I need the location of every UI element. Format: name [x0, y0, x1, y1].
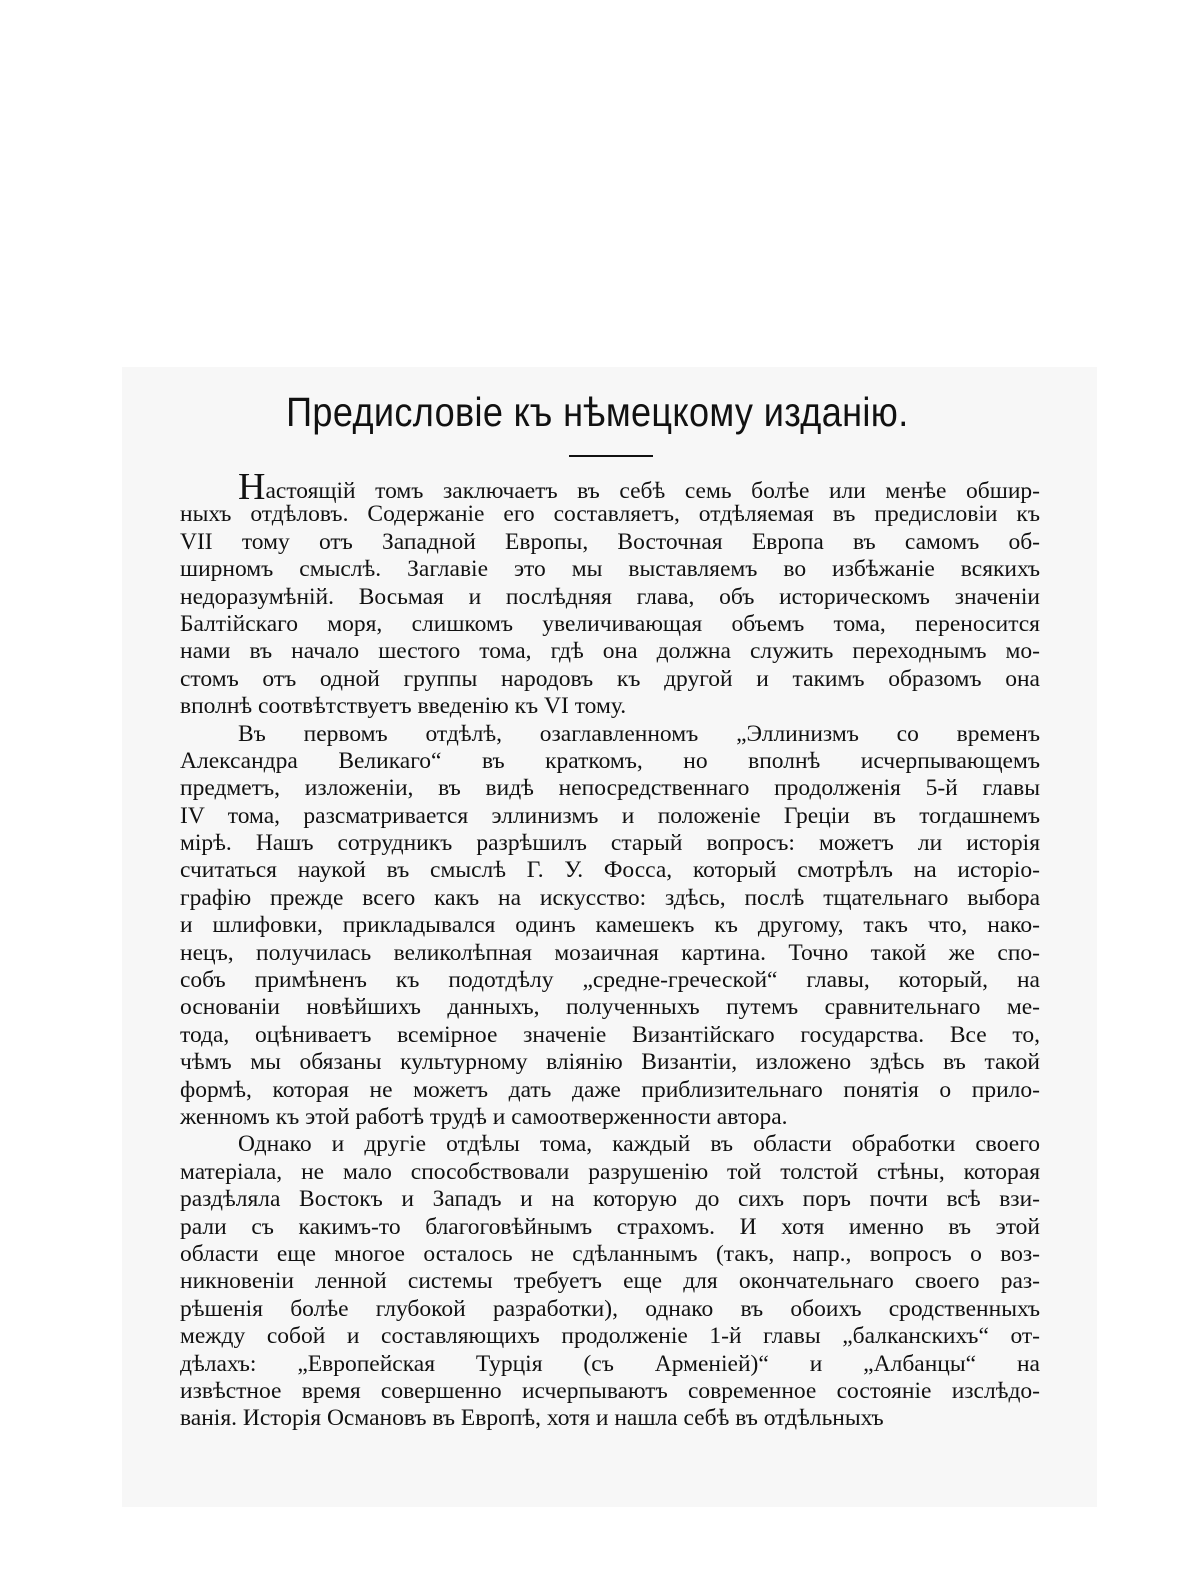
text-line: дѣлахъ: „Европейская Турція (съ Арменіей)“ и „Албанцы“ на [180, 1350, 1040, 1377]
text-line: мірѣ. Нашъ сотрудникъ разрѣшилъ старый вопросъ: можетъ ли исторія [180, 830, 1040, 857]
text-line: раздѣляла Востокъ и Западъ и на которую до сихъ поръ почти всѣ взи- [180, 1186, 1040, 1213]
text-line: IV тома, разсматривается эллинизмъ и положеніе Греціи въ тогдашнемъ [180, 802, 1040, 829]
text-line: вполнѣ соотвѣтствуетъ введенію къ VI тому. [180, 693, 627, 720]
text-line: и шлифовки, прикладывался одинъ камешекъ къ другому, такъ что, нако- [180, 912, 1040, 939]
title-rule [569, 455, 653, 457]
paragraph-1 [180, 466, 1040, 721]
text-line: никновеніи ленной системы требуетъ еще для окончательнаго своего раз- [180, 1268, 1040, 1295]
text-line: нецъ, получилась великолѣпная мозаичная картина. Точно такой же спо- [180, 939, 1040, 966]
text-line: матеріала, не мало способствовали разрушенію той толстой стѣны, которая [180, 1158, 1040, 1185]
text-line: графію прежде всего какъ на искусство: здѣсь, послѣ тщательнаго выбора [180, 884, 1040, 911]
text-line: ныхъ отдѣловъ. Содержаніе его составляетъ, отдѣляемая въ предисловіи къ [180, 501, 1040, 528]
text-line: женномъ къ этой работѣ трудѣ и самоотверженности автора. [180, 1103, 788, 1130]
page-title: Предисловіе къ нѣмецкому изданію. [286, 389, 909, 435]
text-line [180, 466, 1040, 508]
preface-body [180, 466, 1040, 1433]
first-line-rest: астоящій томъ заключаетъ въ себѣ семь болѣе или менѣе обшир- [265, 478, 1040, 504]
text-line: предметъ, изложеніи, въ видѣ непосредственнаго продолженія 5-й главы [180, 775, 1040, 802]
drop-cap: Н [238, 466, 266, 508]
text-line: рали съ какимъ-то благоговѣйнымъ страхомъ. И хотя именно въ этой [180, 1213, 1040, 1240]
text-line: Александра Великаго“ въ краткомъ, но вполнѣ исчерпывающемъ [180, 747, 1040, 774]
text-line: рѣшенія болѣе глубокой разработки), однако въ обоихъ сродственныхъ [180, 1295, 1040, 1322]
text-line: чѣмъ мы обязаны культурному вліянію Византіи, изложено здѣсь въ такой [180, 1049, 1040, 1076]
text-line: ванія. Исторія Османовъ въ Европѣ, хотя и нашла себѣ въ отдѣльныхъ [180, 1405, 884, 1432]
text-line: между собой и составляющихъ продолженіе 1-й главы „балканскихъ“ от- [180, 1323, 1040, 1350]
text-line: ширномъ смыслѣ. Заглавіе это мы выставляемъ во избѣжаніе всякихъ [180, 556, 1040, 583]
text-line: Въ первомъ отдѣлѣ, озаглавленномъ „Эллинизмъ со временъ [238, 720, 1040, 747]
paragraph-3 [180, 1131, 1040, 1432]
text-line: собъ примѣненъ къ подотдѣлу „средне-греческой“ главы, который, на [180, 967, 1040, 994]
text-line: недоразумѣній. Восьмая и послѣдняя глава, объ историческомъ значеніи [180, 583, 1040, 610]
text-line: основаніи новѣйшихъ данныхъ, полученныхъ путемъ сравнительнаго ме- [180, 994, 1040, 1021]
text-line: считаться наукой въ смыслѣ Г. У. Фосса, который смотрѣлъ на исторіо- [180, 857, 1040, 884]
text-line: Балтійскаго моря, слишкомъ увеличивающая объемъ тома, переносится [180, 610, 1040, 637]
text-line: VII тому отъ Западной Европы, Восточная Европа въ самомъ об- [180, 528, 1040, 555]
text-line: стомъ отъ одной группы народовъ къ другой и такимъ образомъ она [180, 665, 1040, 692]
text-line: тода, оцѣниваетъ всемірное значеніе Византійскаго государства. Все то, [180, 1021, 1040, 1048]
text-line: извѣстное время совершенно исчерпываютъ современное состояніе изслѣдо- [180, 1377, 1040, 1404]
text-line: нами въ начало шестого тома, гдѣ она должна служить переходнымъ мо- [180, 638, 1040, 665]
text-line: области еще многое осталось не сдѣланнымъ (такъ, напр., вопросъ о воз- [180, 1240, 1040, 1267]
text-line: Однако и другіе отдѣлы тома, каждый въ области обработки своего [238, 1131, 1040, 1158]
paragraph-2 [180, 721, 1040, 1132]
text-line: формѣ, которая не можетъ дать даже приблизительнаго понятія о прило- [180, 1076, 1040, 1103]
